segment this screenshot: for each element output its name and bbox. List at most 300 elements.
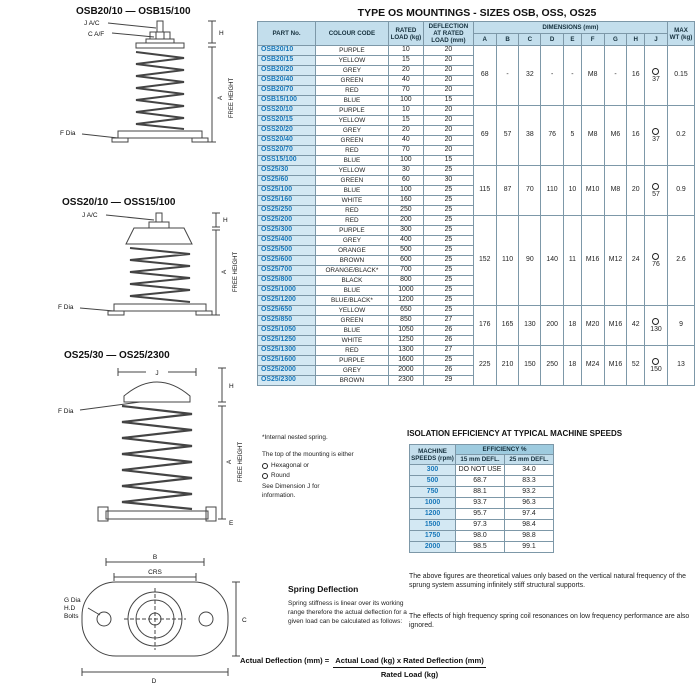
colour-code-cell: ORANGE/BLACK* [316,266,389,276]
deflection-cell: 25 [424,306,474,316]
part-no-cell: OSS20/10 [258,106,316,116]
rated-load-cell: 60 [388,176,423,186]
dim-g-cell: - [604,46,627,106]
rated-load-cell: 500 [388,246,423,256]
page-title: TYPE OS MOUNTINGS - SIZES OSB, OSS, OS25 [357,7,597,19]
formula-fraction [333,656,486,679]
efficiency-row [410,520,554,531]
colour-code-cell: BLUE [316,286,389,296]
part-no-cell: OS25/700 [258,266,316,276]
col-header-rated-load: RATED LOAD (kg) [388,22,423,46]
dim-a-cell: 152 [473,216,496,306]
col-header-dim-f: F [581,34,604,46]
col-header-dim-j: J [645,34,668,46]
dim-a-cell: 115 [473,166,496,216]
dim-e-cell: 10 [564,166,582,216]
dim-e-cell: 5 [564,106,582,166]
part-no-cell: OS25/160 [258,196,316,206]
rated-load-cell: 1300 [388,346,423,356]
colour-code-cell: BROWN [316,376,389,386]
max-wt-cell: 0.9 [667,166,694,216]
dim-label-c: C [242,617,247,624]
col-header-machine-speeds: MACHINE SPEEDS (rpm) [410,445,456,465]
part-no-cell: OS25/1200 [258,296,316,306]
base-plan-diagram [62,550,250,698]
part-no-cell: OSB20/20 [258,66,316,76]
dim-b-cell: 87 [496,166,519,216]
part-no-cell: OS25/850 [258,316,316,326]
dim-label-g-dia-1: G Dia [64,597,81,604]
max-wt-cell: 0.15 [667,46,694,106]
part-no-cell: OS25/500 [258,246,316,256]
dim-c-cell: 90 [519,216,541,306]
efficiency-row [410,465,554,476]
round-top-icon [652,253,659,260]
part-no-cell: OS25/400 [258,236,316,246]
part-no-cell: OS25/1300 [258,346,316,356]
dim-b-cell: - [496,46,519,106]
dim-e-cell: - [564,46,582,106]
dim-label-h: H [229,383,234,390]
eff-25mm-cell: 98.4 [505,520,554,531]
colour-code-cell: GREY [316,66,389,76]
rated-load-cell: 1000 [388,286,423,296]
rated-load-cell: 70 [388,86,423,96]
deflection-cell: 25 [424,266,474,276]
col-header-dim-e: E [564,34,582,46]
deflection-cell: 20 [424,116,474,126]
dim-d-cell: - [541,46,564,106]
rated-load-cell: 2000 [388,366,423,376]
col-header-dim-g: G [604,34,627,46]
dim-j-cell: 37 [645,106,668,166]
eff-15mm-cell: 88.1 [456,487,505,498]
dim-d-cell: 250 [541,346,564,386]
speed-cell: 1750 [410,531,456,542]
spring-deflection-title: Spring Deflection [288,584,359,594]
diagram1-title: OSB20/10 — OSB15/100 [76,6,191,17]
dim-label-h: H [219,30,224,37]
deflection-cell: 20 [424,86,474,96]
part-no-cell: OS25/2000 [258,366,316,376]
rated-load-cell: 850 [388,316,423,326]
round-top-icon [652,318,659,325]
dim-c-cell: 130 [519,306,541,346]
deflection-cell: 20 [424,66,474,76]
rated-load-cell: 40 [388,136,423,146]
deflection-cell: 25 [424,276,474,286]
colour-code-cell: GREY [316,126,389,136]
mountings-table [257,21,695,386]
part-no-cell: OS25/2300 [258,376,316,386]
round-top-icon [652,183,659,190]
speed-cell: 1000 [410,498,456,509]
eff-25mm-cell: 34.0 [505,465,554,476]
dim-label-j: J [155,370,159,377]
isolation-title: ISOLATION EFFICIENCY AT TYPICAL MACHINE SPEEDS [407,429,623,438]
deflection-cell: 20 [424,106,474,116]
dim-h-cell: 24 [627,216,645,306]
deflection-cell: 25 [424,206,474,216]
round-option [262,472,354,480]
rated-load-cell: 800 [388,276,423,286]
speed-cell: 500 [410,476,456,487]
eff-25mm-cell: 98.8 [505,531,554,542]
col-header-dim-d: D [541,34,564,46]
part-no-cell: OSS20/40 [258,136,316,146]
deflection-cell: 25 [424,166,474,176]
eff-15mm-cell: 97.3 [456,520,505,531]
rated-load-cell: 70 [388,146,423,156]
deflection-cell: 20 [424,126,474,136]
part-no-cell: OS25/650 [258,306,316,316]
col-header-part-no: PART No. [258,22,316,46]
dim-label-h: H [223,217,228,224]
rated-load-cell: 20 [388,126,423,136]
speed-cell: 750 [410,487,456,498]
eff-25mm-cell: 83.3 [505,476,554,487]
formula-lhs: Actual Deflection (mm) = [240,656,330,665]
deflection-cell: 25 [424,236,474,246]
dim-label-f-dia: F Dia [58,304,74,311]
part-no-cell: OS25/1000 [258,286,316,296]
dim-g-cell: M16 [604,306,627,346]
col-header-dim-h: H [627,34,645,46]
part-no-cell: OSS15/100 [258,156,316,166]
max-wt-cell: 13 [667,346,694,386]
deflection-cell: 27 [424,346,474,356]
deflection-cell: 20 [424,56,474,66]
col-header-dimensions: DIMENSIONS (mm) [473,22,667,34]
rated-load-cell: 10 [388,106,423,116]
dim-e-cell: 11 [564,216,582,306]
colour-code-cell: PURPLE [316,226,389,236]
colour-code-cell: PURPLE [316,356,389,366]
dim-g-cell: M6 [604,106,627,166]
formula-numerator: Actual Load (kg) x Rated Deflection (mm) [333,656,486,668]
deflection-cell: 25 [424,216,474,226]
rated-load-cell: 200 [388,216,423,226]
efficiency-row [410,509,554,520]
colour-code-cell: BLUE [316,96,389,106]
eff-25mm-cell: 99.1 [505,542,554,553]
deflection-cell: 27 [424,316,474,326]
part-no-cell: OSB20/15 [258,56,316,66]
part-no-cell: OS25/800 [258,276,316,286]
deflection-cell: 26 [424,366,474,376]
dim-j-cell: 37 [645,46,668,106]
colour-code-cell: GREEN [316,176,389,186]
part-no-cell: OS25/300 [258,226,316,236]
deflection-cell: 25 [424,286,474,296]
colour-code-cell: GREEN [316,316,389,326]
deflection-formula [240,656,486,679]
round-top-icon [652,358,659,365]
rated-load-cell: 30 [388,166,423,176]
dim-a-cell: 69 [473,106,496,166]
spring-deflection-body: Spring stiffness is linear over its working range therefore the actual deflection for a given load can be calculated as follows: [288,600,407,625]
colour-code-cell: PURPLE [316,106,389,116]
max-wt-cell: 9 [667,306,694,346]
deflection-cell: 25 [424,356,474,366]
dim-label-d: D [151,678,157,685]
eff-15mm-cell: 93.7 [456,498,505,509]
part-no-cell: OSS20/15 [258,116,316,126]
dim-label-c-af: C A/F [88,31,105,38]
eff-25mm-cell: 97.4 [505,509,554,520]
deflection-cell: 25 [424,296,474,306]
rated-load-cell: 20 [388,66,423,76]
dim-b-cell: 57 [496,106,519,166]
dim-label-crs: CRS [148,569,162,576]
dim-b-cell: 165 [496,306,519,346]
colour-code-cell: ORANGE [316,246,389,256]
dim-d-cell: 110 [541,166,564,216]
max-wt-cell: 0.2 [667,106,694,166]
rated-load-cell: 100 [388,96,423,106]
colour-code-cell: WHITE [316,196,389,206]
deflection-cell: 25 [424,256,474,266]
dim-f-cell: M8 [581,106,604,166]
speed-cell: 1200 [410,509,456,520]
notes-block [262,434,354,500]
col-header-deflection: DEFLECTION AT RATED LOAD (mm) [424,22,474,46]
col-header-efficiency: EFFICIENCY % [456,445,554,455]
col-header-dim-c: C [519,34,541,46]
dim-a-cell: 225 [473,346,496,386]
colour-code-cell: BLUE [316,186,389,196]
part-no-cell: OS25/250 [258,206,316,216]
round-option-label: Round [271,471,290,479]
part-row [258,216,695,226]
deflection-cell: 15 [424,96,474,106]
colour-code-cell: BLUE [316,156,389,166]
rated-load-cell: 15 [388,116,423,126]
dim-label-g-dia-2: H.D [64,605,76,612]
round-top-icon [652,68,659,75]
colour-code-cell: RED [316,146,389,156]
dim-f-cell: M24 [581,346,604,386]
eff-15mm-cell: 95.7 [456,509,505,520]
rated-load-cell: 1250 [388,336,423,346]
colour-code-cell: GREY [316,366,389,376]
dim-label-e: E [229,520,234,527]
deflection-cell: 20 [424,46,474,56]
dim-label-a: A [226,459,233,465]
diagram3-title: OS25/30 — OS25/2300 [64,350,170,361]
dim-j-cell: 76 [645,216,668,306]
colour-code-cell: YELLOW [316,306,389,316]
part-no-cell: OS25/1050 [258,326,316,336]
dim-b-cell: 110 [496,216,519,306]
rated-load-cell: 400 [388,236,423,246]
colour-code-cell: RED [316,346,389,356]
col-header-max-wt: MAX WT (kg) [667,22,694,46]
dim-e-cell: 18 [564,306,582,346]
deflection-cell: 25 [424,246,474,256]
dim-d-cell: 76 [541,106,564,166]
rated-load-cell: 160 [388,196,423,206]
isolation-note-2: The effects of high frequency spring coil resonances on low frequency performance are also ignored. [409,613,690,630]
col-header-15mm-defl: 15 mm DEFL. [456,455,505,465]
dim-c-cell: 70 [519,166,541,216]
dim-d-cell: 200 [541,306,564,346]
deflection-cell: 29 [424,376,474,386]
free-height-label: FREE HEIGHT [238,441,244,483]
col-header-dim-b: B [496,34,519,46]
dim-label-j-ac: J A/C [84,20,100,27]
deflection-cell: 20 [424,76,474,86]
efficiency-row [410,487,554,498]
deflection-cell: 20 [424,136,474,146]
colour-code-cell: GREY [316,236,389,246]
speed-cell: 1500 [410,520,456,531]
part-no-cell: OSS20/20 [258,126,316,136]
efficiency-row [410,542,554,553]
colour-code-cell: GREEN [316,76,389,86]
dim-g-cell: M12 [604,216,627,306]
colour-code-cell: WHITE [316,336,389,346]
dim-label-b: B [152,554,158,561]
part-no-cell: OSB20/10 [258,46,316,56]
part-no-cell: OSB20/40 [258,76,316,86]
os25-mounting-diagram [56,362,248,546]
speed-cell: 2000 [410,542,456,553]
colour-code-cell: RED [316,206,389,216]
efficiency-row [410,476,554,487]
efficiency-table [409,444,554,553]
colour-code-cell: YELLOW [316,56,389,66]
deflection-cell: 25 [424,226,474,236]
eff-25mm-cell: 96.3 [505,498,554,509]
rated-load-cell: 1200 [388,296,423,306]
max-wt-cell: 2.6 [667,216,694,306]
dim-c-cell: 150 [519,346,541,386]
part-row [258,46,695,56]
dim-h-cell: 42 [627,306,645,346]
dim-e-cell: 18 [564,346,582,386]
dim-g-cell: M8 [604,166,627,216]
nested-spring-note: *Internal nested spring. [262,434,328,441]
colour-code-cell: BROWN [316,256,389,266]
dim-d-cell: 140 [541,216,564,306]
part-no-cell: OS25/200 [258,216,316,226]
dim-c-cell: 32 [519,46,541,106]
deflection-cell: 15 [424,156,474,166]
round-option-icon [262,473,268,479]
isolation-note-1: The above figures are theoretical values only based on the vertical natural frequency of the sprung system assuming infinitely stiff structural supports. [409,573,686,590]
eff-15mm-cell: 68.7 [456,476,505,487]
part-row [258,306,695,316]
part-no-cell: OS25/30 [258,166,316,176]
part-no-cell: OS25/600 [258,256,316,266]
colour-code-cell: BLUE/BLACK* [316,296,389,306]
dim-f-cell: M20 [581,306,604,346]
rated-load-cell: 600 [388,256,423,266]
deflection-cell: 25 [424,186,474,196]
dim-a-cell: 68 [473,46,496,106]
dim-label-j-ac: J A/C [82,212,98,219]
part-no-cell: OSS20/70 [258,146,316,156]
see-dimension-note: See Dimension J for information. [262,483,320,499]
dim-f-cell: M8 [581,46,604,106]
dim-b-cell: 210 [496,346,519,386]
part-no-cell: OS25/1600 [258,356,316,366]
rated-load-cell: 1600 [388,356,423,366]
colour-code-cell: YELLOW [316,116,389,126]
dim-g-cell: M16 [604,346,627,386]
dim-label-g-dia-3: Bolts [64,613,79,620]
colour-code-cell: YELLOW [316,166,389,176]
dim-label-f-dia: F Dia [58,408,74,415]
deflection-cell: 20 [424,146,474,156]
dim-label-a: A [217,95,224,101]
hexagonal-option-label: Hexagonal or [271,461,310,469]
deflection-cell: 25 [424,196,474,206]
hexagonal-option-icon [262,463,268,469]
free-height-label: FREE HEIGHT [233,251,239,293]
col-header-dim-a: A [473,34,496,46]
efficiency-row [410,498,554,509]
rated-load-cell: 2300 [388,376,423,386]
rated-load-cell: 100 [388,156,423,166]
part-no-cell: OSB15/100 [258,96,316,106]
eff-15mm-cell: 98.5 [456,542,505,553]
mounting-top-note: The top of the mounting is either [262,451,354,459]
dim-f-cell: M10 [581,166,604,216]
rated-load-cell: 15 [388,56,423,66]
dim-h-cell: 52 [627,346,645,386]
round-top-icon [652,128,659,135]
rated-load-cell: 1050 [388,326,423,336]
dim-f-cell: M16 [581,216,604,306]
dim-j-cell: 150 [645,346,668,386]
rated-load-cell: 650 [388,306,423,316]
efficiency-row [410,531,554,542]
deflection-cell: 26 [424,336,474,346]
part-row [258,106,695,116]
diagram2-title: OSS20/10 — OSS15/100 [62,197,176,208]
colour-code-cell: BLACK [316,276,389,286]
dim-c-cell: 38 [519,106,541,166]
col-header-colour-code: COLOUR CODE [316,22,389,46]
part-row [258,166,695,176]
part-no-cell: OSB20/70 [258,86,316,96]
colour-code-cell: BLUE [316,326,389,336]
dim-h-cell: 16 [627,46,645,106]
dim-label-f-dia: F Dia [60,130,76,137]
hexagonal-option [262,462,354,470]
dim-j-cell: 57 [645,166,668,216]
rated-load-cell: 100 [388,186,423,196]
rated-load-cell: 250 [388,206,423,216]
part-no-cell: OS25/60 [258,176,316,186]
deflection-cell: 26 [424,326,474,336]
rated-load-cell: 300 [388,226,423,236]
colour-code-cell: GREEN [316,136,389,146]
dim-j-cell: 130 [645,306,668,346]
colour-code-cell: PURPLE [316,46,389,56]
eff-15mm-cell: 98.0 [456,531,505,542]
osb-mounting-diagram [56,16,248,186]
col-header-25mm-defl: 25 mm DEFL. [505,455,554,465]
colour-code-cell: RED [316,86,389,96]
rated-load-cell: 700 [388,266,423,276]
rated-load-cell: 10 [388,46,423,56]
part-no-cell: OS25/1250 [258,336,316,346]
part-row [258,346,695,356]
dim-h-cell: 20 [627,166,645,216]
